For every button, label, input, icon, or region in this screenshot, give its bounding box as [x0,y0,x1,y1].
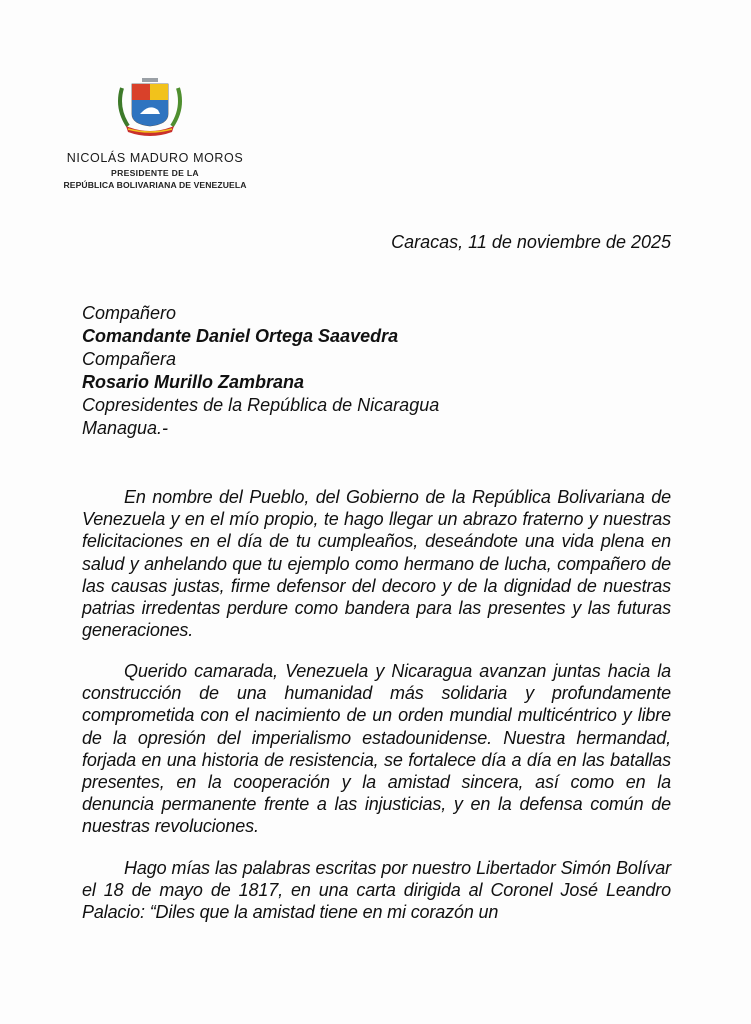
recipient-name-2: Rosario Murillo Zambrana [82,372,305,392]
laurel-branch-icon [120,88,128,126]
body-paragraph [82,660,671,838]
recipient-city: Managua.- [82,418,169,438]
body-paragraph [82,857,671,924]
sender-title-line2: REPÚBLICA BOLIVARIANA DE VENEZUELA [63,180,247,190]
recipient-name-1: Comandante Daniel Ortega Saavedra [82,326,399,346]
recipient-block [82,302,439,440]
coat-of-arms-emblem [114,74,186,138]
recipient-salutation-2: Compañera [82,349,177,369]
sender-title-line1: PRESIDENTE DE LA [111,168,199,178]
recipient-role: Copresidentes de la República de Nicaragua [82,395,440,415]
palm-branch-icon [172,88,180,126]
body-paragraph [82,486,671,641]
date-line: Caracas, 11 de noviembre de 2025 [391,232,671,252]
paragraph-text: Querido camarada, Venezuela y Nicaragua avanzan juntas hacia la construcción de una humanidad más solidaria y profundamente comprometida con el nacimiento de un orden mundial multicéntrico y libre de la opresión del imperialismo estadounidense. Nuestra hermandad, forjada en una historia de resistencia, se fortalece día a día en las batallas presentes, en la cooperación y la amistad sincera, así como en la denuncia permanente frente a las injusticias, y en la defensa común de nuestras revoluciones. [82,661,671,837]
paragraph-text: Hago mías las palabras escritas por nuestro Libertador Simón Bolívar el 18 de mayo de 1817, en una carta dirigida al Coronel José Leandro Palacio: “Diles que la amistad tiene en mi corazón un [82,858,671,923]
paragraph-text: En nombre del Pueblo, del Gobierno de la República Bolivariana de Venezuela y en el mío propio, te hago llegar un abrazo fraterno y nuestras felicitaciones en el día de tu cumpleaños, deseándote una vida plena en salud y anhelando que tu ejemplo como hermano de lucha, compañero de las causas justas, firme defensor del decoro y de la dignidad de nuestras patrias irredentas perdure como bandera para las presentes y las futuras generaciones. [82,487,671,641]
sender-name: NICOLÁS MADURO MOROS [66,151,244,165]
recipient-salutation-1: Compañero [82,303,177,323]
